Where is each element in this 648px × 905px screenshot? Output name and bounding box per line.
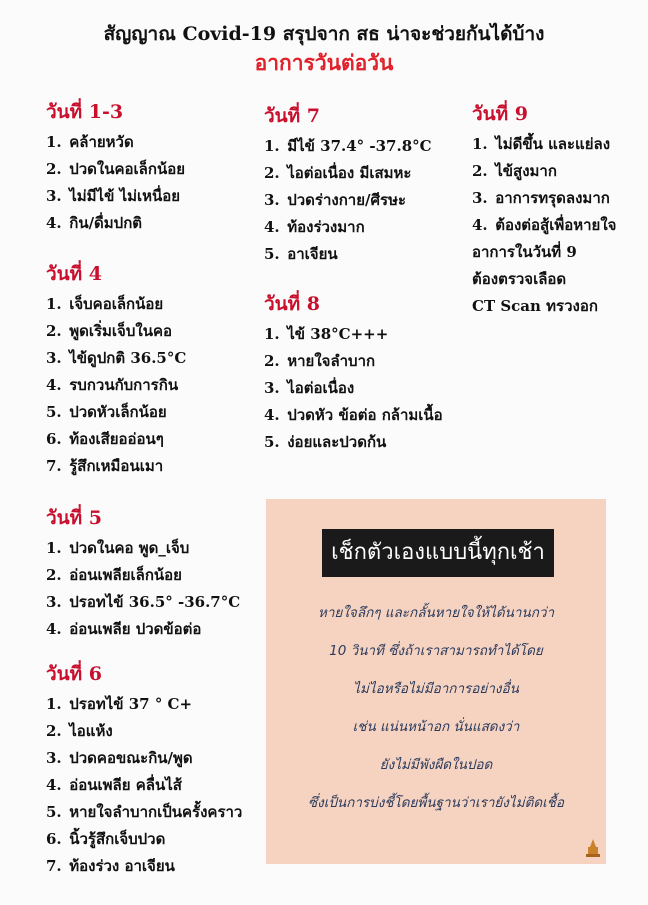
list-item: 2. ไอต่อเนื่อง มีเสมหะ bbox=[264, 164, 412, 182]
day9-note-line: อาการในวันที่ 9 bbox=[472, 243, 577, 261]
list-item: 4. อ่อนเพลีย คลื่นไส้ bbox=[46, 776, 182, 794]
day-section-8 bbox=[264, 291, 443, 456]
list-item: 1. คล้ายหวัด bbox=[46, 133, 134, 151]
temple-logo-icon bbox=[584, 838, 602, 860]
day-heading: วันที่ 4 bbox=[46, 263, 103, 285]
list-item: 2. อ่อนเพลียเล็กน้อย bbox=[46, 566, 182, 584]
list-item: 3. ปวดคอขณะกิน/พูด bbox=[46, 749, 193, 767]
list-item: 4. กิน/ดื่มปกติ bbox=[46, 214, 143, 232]
list-item: 4. อ่อนเพลีย ปวดข้อต่อ bbox=[46, 620, 202, 638]
day9-note-line: CT Scan ทรวงอก bbox=[472, 297, 598, 315]
list-item: 2. พูดเริ่มเจ็บในคอ bbox=[46, 322, 172, 340]
list-item: 2. ไอแห้ง bbox=[46, 722, 113, 740]
list-item: 3. อาการทรุดลงมาก bbox=[472, 189, 610, 207]
list-item: 5. หายใจลำบากเป็นครั้งคราว bbox=[46, 803, 243, 821]
self-check-line: หายใจลึกๆ และกลั้นหายใจให้ได้นานกว่า bbox=[317, 605, 555, 621]
list-item: 1. มีไข้ 37.4° -37.8°C bbox=[264, 137, 432, 155]
list-item: 2. ไข้สูงมาก bbox=[472, 162, 557, 180]
self-check-line: ซึ่งเป็นการบ่งชี้โดยพื้นฐานว่าเรายังไม่ติดเชื้อ bbox=[307, 795, 565, 811]
list-item: 2. ปวดในคอเล็กน้อย bbox=[46, 160, 185, 178]
list-item: 6. นิ้วรู้สึกเจ็บปวด bbox=[46, 830, 166, 848]
list-item: 4. รบกวนกับการกิน bbox=[46, 376, 179, 394]
list-item: 3. ไข้ดูปกติ 36.5°C bbox=[46, 349, 187, 367]
list-item: 7. รู้สึกเหมือนเมา bbox=[46, 457, 164, 475]
list-item: 3. ปวดร่างกาย/ศีรษะ bbox=[264, 191, 407, 209]
self-check-line: ไม่ไอหรือไม่มีอาการอย่างอื่น bbox=[353, 681, 519, 697]
list-item: 4. ต้องต่อสู้เพื่อหายใจ bbox=[472, 216, 617, 234]
self-check-line: 10 วินาที ซึ่งถ้าเราสามารถทำได้โดย bbox=[329, 643, 543, 659]
day-section-1-3 bbox=[46, 99, 185, 237]
list-item: 2. หายใจลำบาก bbox=[264, 352, 376, 370]
day-heading: วันที่ 5 bbox=[46, 507, 103, 529]
list-item: 5. อาเจียน bbox=[264, 245, 338, 263]
list-item: 3. ปรอทไข้ 36.5° -36.7°C bbox=[46, 593, 241, 611]
list-item: 1. ปรอทไข้ 37 ° C+ bbox=[46, 695, 193, 713]
list-item: 1. ไม่ดีขึ้น และแย่ลง bbox=[472, 135, 611, 153]
day-section-9 bbox=[472, 101, 616, 320]
day-heading: วันที่ 6 bbox=[46, 663, 103, 685]
page-subtitle: อาการวันต่อวัน bbox=[254, 50, 394, 75]
list-item: 4. ปวดหัว ข้อต่อ กล้ามเนื้อ bbox=[264, 406, 443, 424]
day9-note-line: ต้องตรวจเลือด bbox=[472, 270, 567, 288]
list-item: 3. ไม่มีไข้ ไม่เหนื่อย bbox=[46, 187, 181, 205]
day-section-7 bbox=[264, 103, 432, 268]
list-item: 1. ไข้ 38°C+++ bbox=[264, 325, 389, 343]
list-item: 1. เจ็บคอเล็กน้อย bbox=[46, 295, 164, 313]
list-item: 7. ท้องร่วง อาเจียน bbox=[46, 857, 175, 875]
day-section-6 bbox=[46, 661, 242, 880]
self-check-box bbox=[266, 499, 606, 864]
day-heading: วันที่ 9 bbox=[472, 103, 529, 125]
page-title: สัญญาณ Covid-19 สรุปจาก สธ น่าจะช่วยกันได้บ้าง bbox=[103, 23, 545, 45]
list-item: 4. ท้องร่วงมาก bbox=[264, 218, 365, 236]
day-section-4 bbox=[46, 261, 186, 480]
self-check-line: เช่น แน่นหน้าอก นั่นแสดงว่า bbox=[352, 719, 520, 735]
list-item: 1. ปวดในคอ พูด_เจ็บ bbox=[46, 539, 190, 557]
list-item: 5. ง่อยและปวดก้น bbox=[264, 433, 387, 451]
list-item: 6. ท้องเสียออ่อนๆ bbox=[46, 430, 164, 448]
day-section-5 bbox=[46, 505, 240, 643]
day-heading: วันที่ 7 bbox=[264, 105, 321, 127]
self-check-title: เช็กตัวเองแบบนี้ทุกเช้า bbox=[322, 529, 554, 577]
self-check-text bbox=[266, 594, 606, 822]
list-item: 3. ไอต่อเนื่อง bbox=[264, 379, 355, 397]
list-item: 5. ปวดหัวเล็กน้อย bbox=[46, 403, 167, 421]
day-heading: วันที่ 8 bbox=[264, 293, 321, 315]
day-heading: วันที่ 1-3 bbox=[46, 101, 124, 123]
self-check-line: ยังไม่มีพังผืดในปอด bbox=[379, 757, 493, 773]
